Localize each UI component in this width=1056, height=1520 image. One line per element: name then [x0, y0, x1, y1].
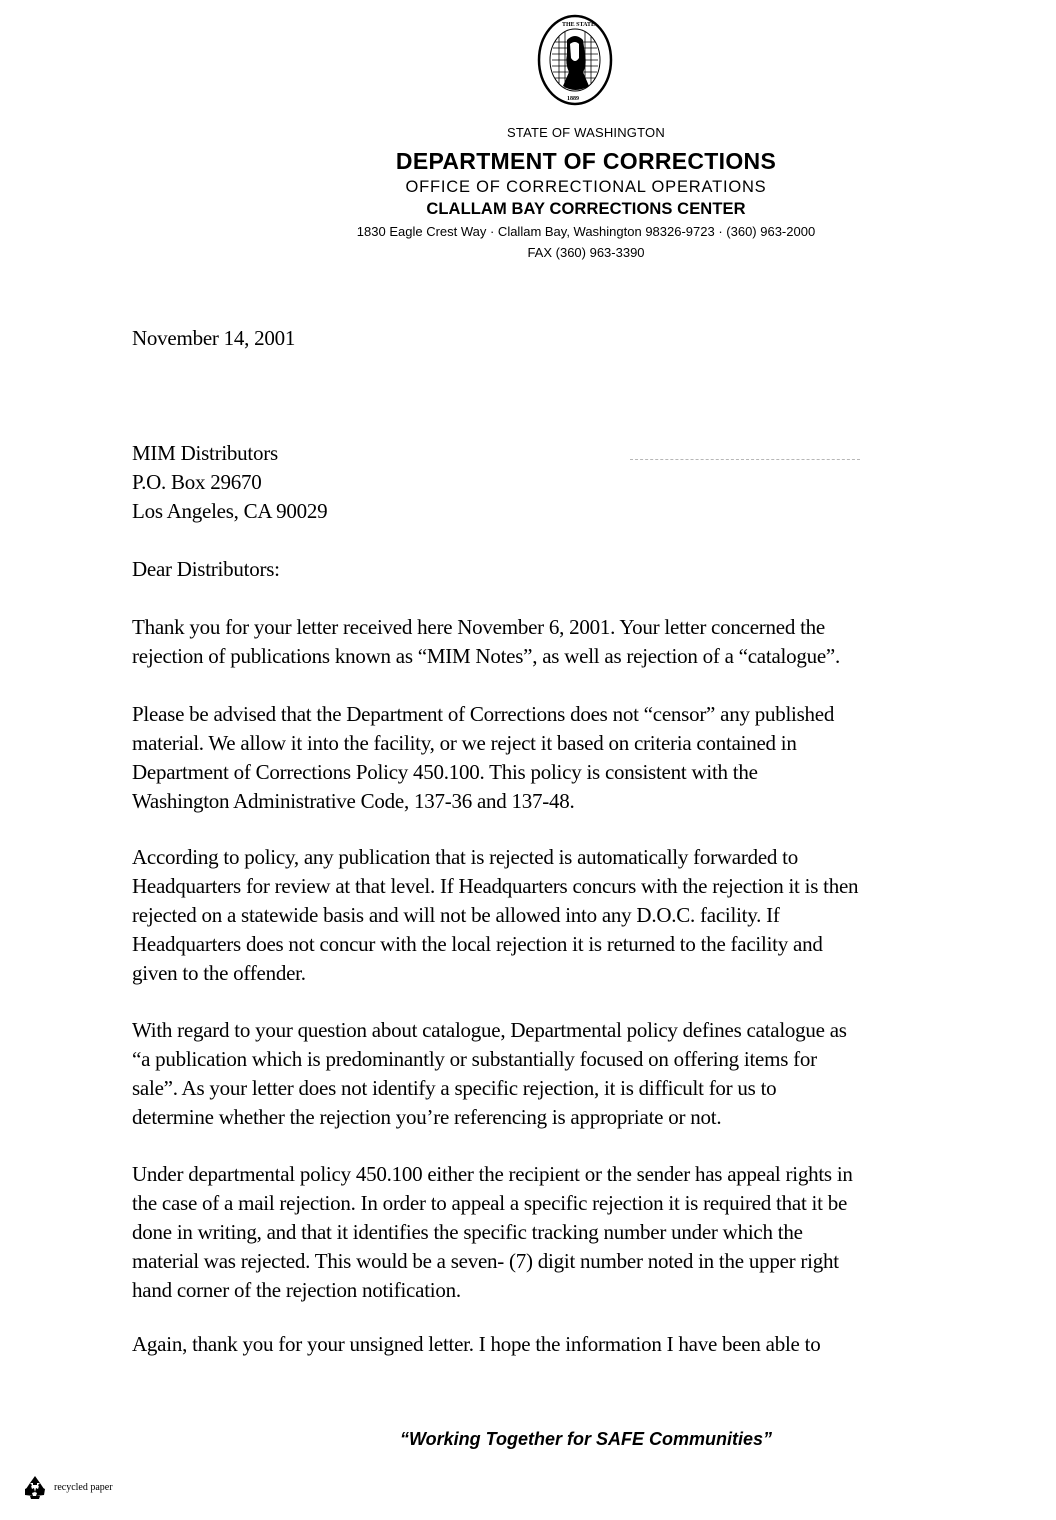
paragraph-line: With regard to your question about catalogue, Departmental policy defines catalogue as [132, 1018, 847, 1042]
paragraph-line: rejected on a statewide basis and will not be allowed into any D.O.C. facility. If [132, 903, 780, 927]
paragraph-appeal-rights [132, 1160, 853, 1305]
recycle-icon [22, 1474, 48, 1500]
recipient-city-state-zip: Los Angeles, CA 90029 [132, 499, 328, 523]
paragraph-censorship-policy [132, 700, 834, 816]
washington-state-seal-icon [537, 14, 613, 106]
paragraph-line: material was rejected. This would be a seven- (7) digit number noted in the upper right [132, 1249, 839, 1273]
recipient-address [132, 439, 327, 526]
paragraph-line: Thank you for your letter received here November 6, 2001. Your letter concerned the [132, 615, 825, 639]
paragraph-line: hand corner of the rejection notification. [132, 1278, 461, 1302]
recycled-paper-mark [22, 1474, 113, 1500]
salutation: Dear Distributors: [132, 557, 280, 581]
recipient-name: MIM Distributors [132, 441, 278, 465]
paragraph-catalogue-definition [132, 1016, 847, 1132]
letter-date: November 14, 2001 [132, 326, 296, 350]
paragraph-line: sale”. As your letter does not identify a specific rejection, it is difficult for us to [132, 1076, 777, 1100]
paragraph-line: the case of a mail rejection. In order to appeal a specific rejection it is required that it be [132, 1191, 848, 1215]
department-name: DEPARTMENT OF CORRECTIONS [395, 148, 777, 174]
scan-artifact [630, 459, 860, 464]
recycled-paper-label: recycled paper [54, 1481, 113, 1493]
paragraph-line: Headquarters does not concur with the local rejection it is returned to the facility and [132, 932, 823, 956]
paragraph-line: material. We allow it into the facility, or we reject it based on criteria contained in [132, 731, 797, 755]
paragraph-line: Washington Administrative Code, 137-36 and 137-48. [132, 789, 575, 813]
paragraph-acknowledgement [132, 613, 840, 671]
paragraph-line: rejection of publications known as “MIM Notes”, as well as rejection of a “catalogue”. [132, 644, 840, 668]
office-name: OFFICE OF CORRECTIONAL OPERATIONS [405, 178, 767, 196]
paragraph-line: Under departmental policy 450.100 either the recipient or the sender has appeal rights in [132, 1162, 853, 1186]
paragraph-line: According to policy, any publication that is rejected is automatically forwarded to [132, 845, 799, 869]
paragraph-line: Again, thank you for your unsigned letter. I hope the information I have been able to [132, 1332, 821, 1356]
paragraph-line: determine whether the rejection you’re referencing is appropriate or not. [132, 1105, 722, 1129]
paragraph-closing [132, 1330, 820, 1359]
paragraph-line: Headquarters for review at that level. If Headquarters concurs with the rejection it is then [132, 874, 859, 898]
facility-name: CLALLAM BAY CORRECTIONS CENTER [426, 200, 746, 218]
fax-number: FAX (360) 963-3390 [527, 245, 645, 260]
svg-text:1889: 1889 [567, 96, 579, 102]
paragraph-line: done in writing, and that it identifies the specific tracking number under which the [132, 1220, 803, 1244]
paragraph-line: Department of Corrections Policy 450.100. This policy is consistent with the [132, 760, 758, 784]
footer-motto: “Working Together for SAFE Communities” [399, 1429, 772, 1449]
state-name: STATE OF WASHINGTON [507, 125, 665, 140]
paragraph-headquarters-review [132, 843, 858, 988]
facility-address: 1830 Eagle Crest Way · Clallam Bay, Washington 98326-9723 · (360) 963-2000 [356, 224, 816, 239]
paragraph-line: given to the offender. [132, 961, 306, 985]
recipient-po-box: P.O. Box 29670 [132, 470, 262, 494]
svg-text:THE STATE: THE STATE [562, 22, 595, 28]
paragraph-line: “a publication which is predominantly or substantially focused on offering items for [132, 1047, 817, 1071]
paragraph-line: Please be advised that the Department of Corrections does not “censor” any published [132, 702, 835, 726]
